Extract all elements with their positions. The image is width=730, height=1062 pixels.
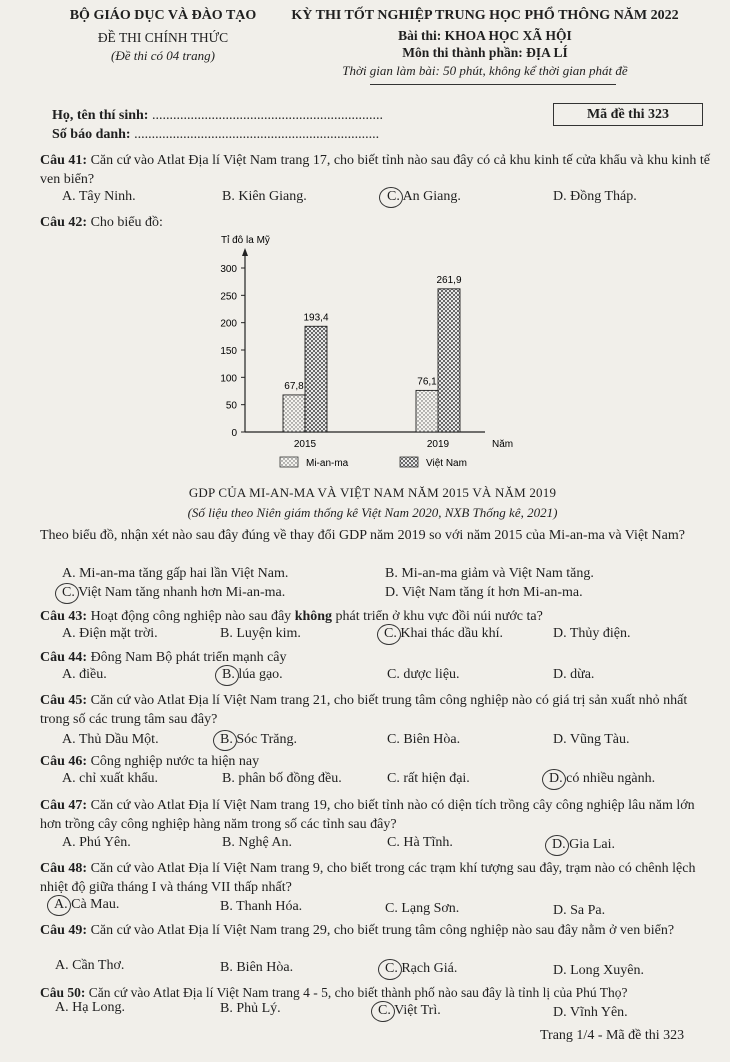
question-text: Căn cứ vào Atlat Địa lí Việt Nam trang 21, cho biết trung tâm công nghiệp nào có giá trị sản xuất nhỏ nhất trong số các trung tâm sau đây?: [40, 693, 688, 727]
question-emphasis: không: [294, 609, 333, 624]
question-number: Câu 45:: [40, 693, 88, 708]
q41-option-d: D. Đồng Tháp.: [553, 189, 637, 204]
q47-option-a: A. Phú Yên.: [62, 835, 131, 850]
q49-option-d: D. Long Xuyên.: [553, 963, 644, 978]
q42-option-b: B. Mi-an-ma giảm và Việt Nam tăng.: [385, 566, 594, 581]
q45-option-b: B. Sóc Trăng.: [220, 732, 298, 747]
question-49: [40, 921, 715, 940]
q47-option-c: C. Hà Tĩnh.: [387, 835, 453, 850]
question-number: Câu 50:: [40, 985, 86, 1000]
question-48: [40, 859, 715, 897]
question-text-before: Hoạt động công nghiệp nào sau đây: [87, 609, 295, 624]
q43-option-a: A. Điện mặt trời.: [62, 626, 158, 641]
bar-vietnam-2019: [438, 289, 460, 432]
q49-option-a: A. Cần Thơ.: [55, 958, 125, 973]
question-number: Câu 44:: [40, 650, 88, 665]
question-number: Câu 42:: [40, 215, 88, 230]
question-text: Căn cứ vào Atlat Địa lí Việt Nam trang 29, cho biết trung tâm công nghiệp nào sau đây nằm ở ven biển?: [87, 923, 675, 938]
exam-title: KỲ THI TỐT NGHIỆP TRUNG HỌC PHỔ THÔNG NĂM 2022: [291, 8, 679, 23]
bar-myanmar-2015: [283, 395, 305, 432]
answer-circle-mark: [47, 895, 71, 916]
q45-option-a: A. Thủ Dầu Một.: [62, 732, 159, 747]
pages-note: (Đề thi có 04 trang): [111, 48, 215, 63]
q41-option-b: B. Kiên Giang.: [222, 189, 307, 204]
question-number: Câu 48:: [40, 861, 88, 876]
bar-vietnam-2015: [305, 326, 327, 432]
legend-swatch-vietnam: [400, 457, 418, 467]
question-41: [40, 151, 715, 189]
q50-option-a: A. Hạ Long.: [55, 1000, 125, 1015]
q44-option-d: D. dừa.: [553, 667, 595, 682]
q49-option-c: C. Rạch Giá.: [385, 961, 458, 976]
q49-option-b: B. Biên Hòa.: [220, 960, 294, 975]
chart-source: (Số liệu theo Niên giám thống kê Việt Nam 2020, NXB Thống kê, 2021): [187, 505, 558, 520]
q48-option-b: B. Thanh Hóa.: [220, 899, 303, 914]
legend-swatch-myanmar: [280, 457, 298, 467]
y-tick-label: 250: [220, 291, 237, 303]
q48-option-c: C. Lạng Sơn.: [385, 901, 460, 916]
gdp-bar-chart: [195, 230, 535, 475]
q43-option-c: C. Khai thác dầu khí.: [384, 626, 503, 641]
q46-option-a: A. chỉ xuất khẩu.: [62, 771, 159, 786]
q44-option-c: C. dược liệu.: [387, 667, 460, 682]
q42-option-a: A. Mi-an-ma tăng gấp hai lần Việt Nam.: [62, 566, 289, 581]
q42-prompt: Theo biểu đồ, nhận xét nào sau đây đúng về thay đổi GDP năm 2019 so với năm 2015 của Mi-an-ma và Việt Nam?: [40, 528, 685, 543]
answer-circle-mark: [378, 959, 402, 980]
y-tick-label: 0: [231, 428, 237, 439]
q46-option-c: C. rất hiện đại.: [387, 771, 470, 786]
q42-option-d: D. Việt Nam tăng ít hơn Mi-an-ma.: [385, 585, 583, 600]
ministry-name: BỘ GIÁO DỤC VÀ ĐÀO TẠO: [69, 8, 257, 23]
subject-group: Bài thi: KHOA HỌC XÃ HỘI: [398, 28, 572, 43]
q50-option-b: B. Phủ Lý.: [220, 1001, 281, 1016]
answer-circle-mark: [215, 665, 239, 686]
official-label: ĐỀ THI CHÍNH THỨC: [97, 30, 229, 45]
question-text: Căn cứ vào Atlat Địa lí Việt Nam trang 4 - 5, cho biết thành phố nào sau đây là tỉnh lị của Phú Thọ?: [85, 985, 628, 1000]
page-footer: Trang 1/4 - Mã đề thi 323: [540, 1028, 685, 1043]
q41-option-a: A. Tây Ninh.: [62, 189, 136, 204]
candidate-name-line: [52, 108, 383, 124]
x-tick-label: 2019: [426, 439, 450, 450]
question-text-after: phát triển ở khu vực đồi núi nước ta?: [332, 609, 543, 624]
answer-circle-mark: [542, 769, 566, 790]
legend-label-myanmar: Mi-an-ma: [306, 458, 349, 469]
y-axis-label: Tỉ đô la Mỹ: [221, 235, 270, 246]
q45-option-c: C. Biên Hòa.: [387, 732, 461, 747]
question-number: Câu 46:: [40, 754, 88, 769]
bar-myanmar-2019: [416, 390, 438, 432]
question-46: [40, 752, 715, 771]
y-tick-label: 300: [220, 264, 237, 275]
subject-name: Môn thi thành phần: ĐỊA LÍ: [402, 45, 568, 60]
time-note: Thời gian làm bài: 50 phút, không kể thời gian phát đề: [342, 63, 628, 78]
x-tick-label: 2015: [293, 439, 317, 450]
q50-option-c: C. Việt Trì.: [378, 1003, 441, 1018]
answer-circle-mark: [55, 583, 79, 604]
header-rule: [370, 84, 616, 85]
exam-code-box: Mã đề thi 323: [553, 103, 703, 126]
candidate-id-line: [52, 127, 379, 143]
question-text: Căn cứ vào Atlat Địa lí Việt Nam trang 17, cho biết tỉnh nào sau đây có cả khu kinh tế cửa khẩu và khu kinh tế ven biển?: [40, 153, 710, 187]
y-tick-label: 100: [220, 373, 237, 385]
q47-option-b: B. Nghệ An.: [222, 835, 292, 850]
answer-circle-mark: [377, 624, 401, 645]
candidate-id-dots: ......................................................................: [134, 127, 380, 142]
question-text: Công nghiệp nước ta hiện nay: [87, 754, 260, 769]
q44-option-b: B. lúa gạo.: [222, 667, 283, 682]
question-text: Căn cứ vào Atlat Địa lí Việt Nam trang 19, cho biết tỉnh nào có diện tích trồng cây công nghiệp lâu năm lớn hơn trồng cây công nghiệp hàng năm trong số các tỉnh sau đây?: [40, 798, 695, 832]
answer-circle-mark: [371, 1001, 395, 1022]
candidate-name-dots: ..................................................................: [151, 108, 383, 123]
question-45: [40, 691, 715, 729]
q44-option-a: A. điều.: [62, 667, 107, 682]
answer-circle-mark: [379, 187, 403, 208]
question-number: Câu 49:: [40, 923, 88, 938]
candidate-name-label: Họ, tên thí sinh:: [52, 108, 152, 123]
question-text: Căn cứ vào Atlat Địa lí Việt Nam trang 9, cho biết trong các trạm khí tượng sau đây, trạm nào có chênh lệch nhiệt độ giữa tháng I và tháng VII thấp nhất?: [40, 861, 696, 895]
q46-option-d: D. có nhiều ngành.: [549, 771, 656, 786]
q50-option-d: D. Vĩnh Yên.: [553, 1005, 628, 1020]
q45-option-d: D. Vũng Tàu.: [553, 732, 630, 747]
y-axis-arrow: [242, 248, 248, 256]
candidate-id-label: Số báo danh:: [52, 127, 135, 142]
data-label: 261,9: [436, 274, 462, 286]
q48-option-a: A. Cà Mau.: [54, 897, 120, 912]
x-axis-label: Năm: [492, 439, 514, 450]
data-label: 67,8: [284, 380, 304, 392]
question-text: Đông Nam Bộ phát triển mạnh cây: [87, 650, 287, 665]
answer-circle-mark: [213, 730, 237, 751]
y-tick-label: 150: [220, 346, 237, 357]
q47-option-d: D. Gia Lai.: [552, 837, 615, 852]
q43-option-b: B. Luyện kim.: [220, 626, 301, 641]
question-47: [40, 796, 715, 834]
q42-option-c: C. Việt Nam tăng nhanh hơn Mi-an-ma.: [62, 585, 286, 600]
data-label: 76,1: [417, 376, 437, 388]
question-number: Câu 47:: [40, 798, 88, 813]
question-43: [40, 607, 715, 626]
y-tick-label: 50: [225, 400, 237, 412]
chart-caption: GDP CỦA MI-AN-MA VÀ VIỆT NAM NĂM 2015 VÀ NĂM 2019: [188, 485, 557, 500]
q48-option-d: D. Sa Pa.: [553, 903, 606, 918]
question-text: Cho biểu đồ:: [87, 215, 163, 230]
q46-option-b: B. phân bố đồng đều.: [222, 771, 342, 786]
q43-option-d: D. Thủy điện.: [553, 626, 631, 641]
data-label: 193,4: [303, 312, 329, 324]
question-number: Câu 43:: [40, 609, 88, 624]
q41-option-c: C. An Giang.: [387, 189, 461, 204]
legend-label-vietnam: Việt Nam: [426, 458, 467, 469]
question-number: Câu 41:: [40, 153, 88, 168]
answer-circle-mark: [545, 835, 569, 856]
y-tick-label: 200: [220, 318, 237, 330]
question-44: [40, 648, 715, 667]
question-50: [40, 983, 715, 1002]
